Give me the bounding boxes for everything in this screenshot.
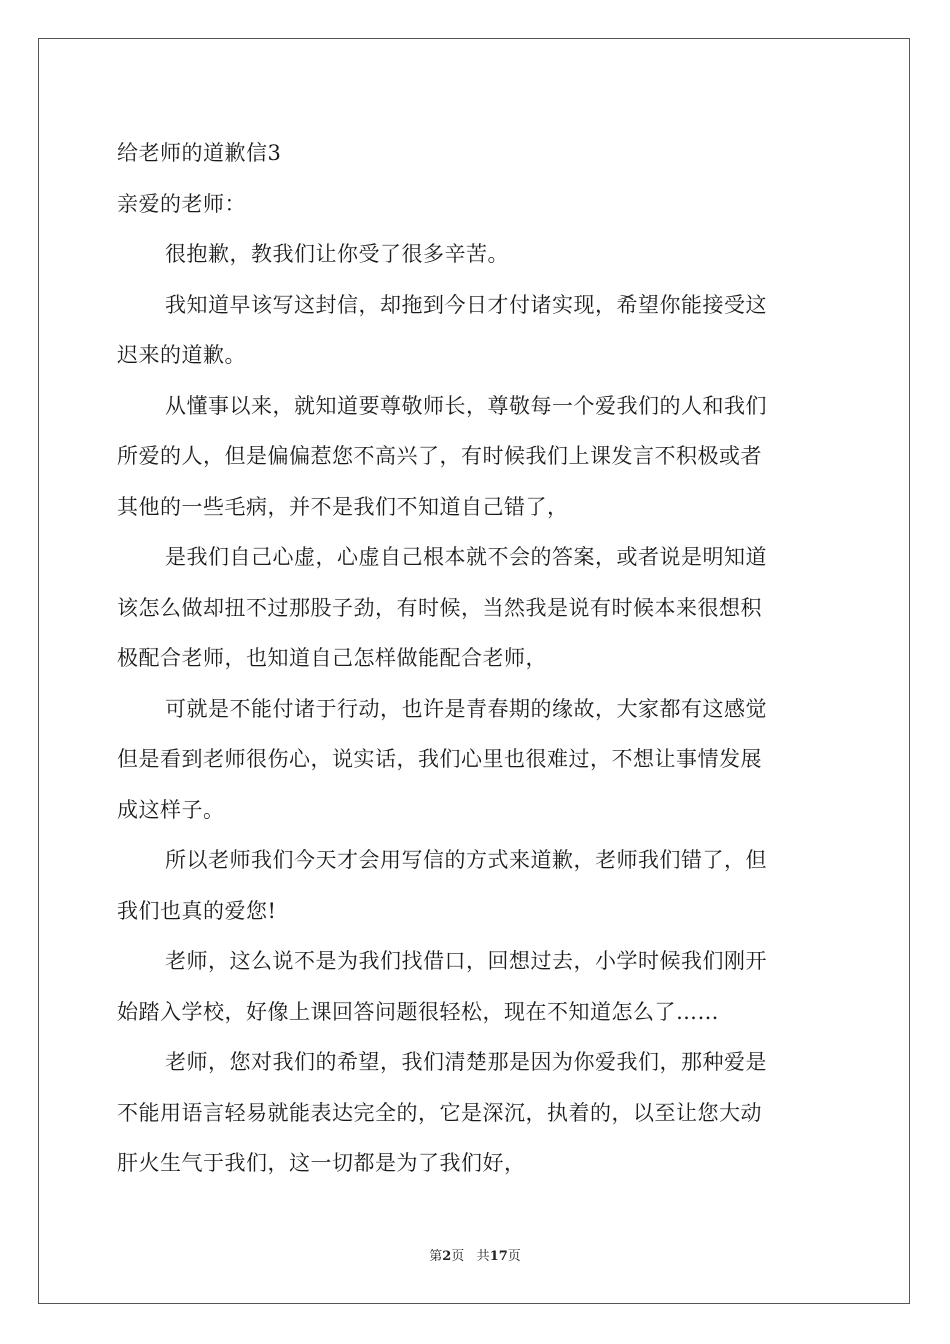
paragraph-first-line: 所以老师我们今天才会用写信的方式来道歉，老师我们错了，但 bbox=[165, 848, 767, 872]
paragraph-line: 迟来的道歉。 bbox=[117, 343, 246, 367]
paragraph-line: 该怎么做却扭不过那股子劲，有时候，当然我是说有时候本来很想积 bbox=[117, 595, 762, 620]
paragraph-first-line: 是我们自己心虚，心虚自己根本就不会的答案，或者说是明知道 bbox=[165, 545, 767, 569]
paragraph-first-line: 可就是不能付诸于行动，也许是青春期的缘故，大家都有这感觉 bbox=[165, 696, 767, 721]
paragraph-first-line: 很抱歉，教我们让你受了很多辛苦。 bbox=[165, 242, 509, 266]
paragraph-line: 始踏入学校，好像上课回答问题很轻松，现在不知道怎么了…… bbox=[117, 999, 719, 1024]
paragraph-line: 但是看到老师很伤心，说实话，我们心里也很难过，不想让事情发展 bbox=[117, 747, 762, 771]
paragraph-first-line: 从懂事以来，就知道要尊敬师长，尊敬每一个爱我们的人和我们 bbox=[165, 393, 767, 418]
footer-page-suffix: 页 bbox=[451, 1249, 465, 1264]
footer-total-prefix: 共 bbox=[476, 1249, 490, 1264]
paragraph-line: 我们也真的爱您! bbox=[117, 898, 277, 923]
footer-prefix: 第 bbox=[429, 1249, 443, 1264]
paragraph-first-line: 老师，这么说不是为我们找借口，回想过去，小学时候我们刚开 bbox=[165, 949, 767, 973]
paragraph-first-line: 我知道早该写这封信，却拖到今日才付诸实现，希望你能接受这 bbox=[165, 292, 767, 317]
paragraph-line: 成这样子。 bbox=[117, 797, 225, 822]
paragraph-line: 极配合老师，也知道自己怎样做能配合老师， bbox=[117, 646, 547, 670]
paragraph-line: 其他的一些毛病，并不是我们不知道自己错了， bbox=[117, 494, 569, 519]
letter-title: 给老师的道歉信3 bbox=[117, 141, 282, 165]
letter-paragraphs bbox=[117, 229, 837, 1189]
paragraph-line: 不能用语言轻易就能表达完全的，它是深沉，执着的，以至让您大动 bbox=[117, 1100, 762, 1125]
footer-total-suffix: 页 bbox=[507, 1249, 521, 1264]
paragraph-first-line: 老师，您对我们的希望，我们清楚那是因为你爱我们，那种爱是 bbox=[165, 1050, 767, 1074]
paragraph-line: 所爱的人，但是偏偏惹您不高兴了，有时候我们上课发言不积极或者 bbox=[117, 444, 762, 468]
current-page-number: 2 bbox=[442, 1249, 452, 1264]
paragraph-line: 肝火生气于我们，这一切都是为了我们好， bbox=[117, 1151, 526, 1175]
total-page-count: 17 bbox=[489, 1249, 508, 1264]
page-footer bbox=[0, 1248, 950, 1266]
letter-salutation: 亲爱的老师： bbox=[117, 191, 246, 216]
letter-body bbox=[117, 128, 837, 1189]
